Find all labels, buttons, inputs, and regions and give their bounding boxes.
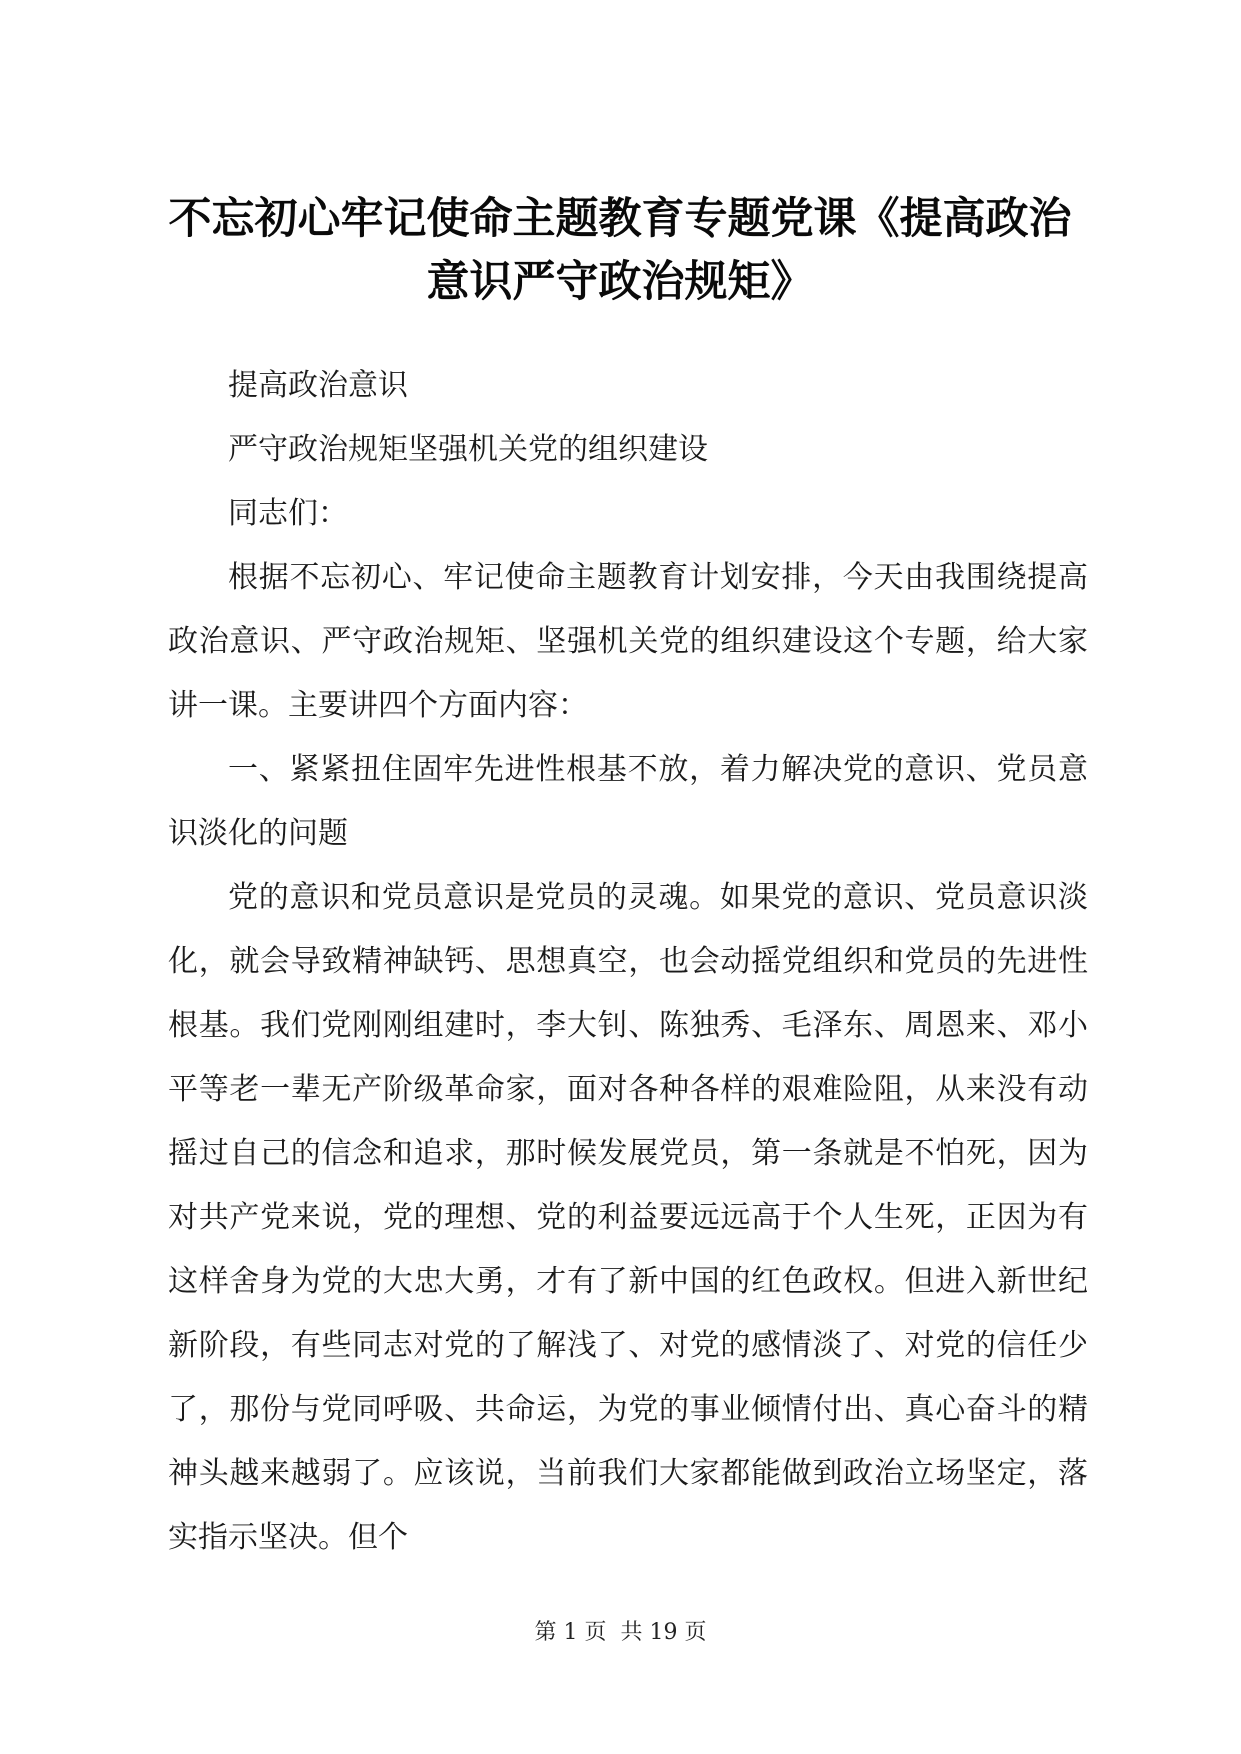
document-title: 不忘初心牢记使命主题教育专题党课《提高政治意识严守政治规矩》 <box>168 194 1072 307</box>
page-number-label: 第 1 页 共 19 页 <box>534 1620 707 1645</box>
document-body <box>168 354 1088 1570</box>
paragraph-subtitle-1: 提高政治意识 <box>228 368 408 403</box>
paragraph-salutation: 同志们： <box>228 496 348 531</box>
paragraph-subtitle-2: 严守政治规矩坚强机关党的组织建设 <box>228 432 708 467</box>
paragraph-section-body-1: 党的意识和党员意识是党员的灵魂。如果党的意识、党员意识淡化，就会导致精神缺钙、思想真空，也会动摇党组织和党员的先进性根基。我们党刚刚组建时，李大钊、陈独秀、毛泽东、周恩来、邓小平等老一辈无产阶级革命家，面对各种各样的艰难险阻，从来没有动摇过自己的信念和追求，那时候发展党员，第一条就是不怕死，因为对共产党来说，党的理想、党的利益要远远高于个人生死，正因为有这样舍身为党的大忠大勇，才有了新中国的红色政权。但进入新世纪新阶段，有些同志对党的了解浅了、对党的感情淡了、对党的信任少了，那份与党同呼吸、共命运，为党的事业倾情付出、真心奋斗的精神头越来越弱了。应该说，当前我们大家都能做到政治立场坚定，落实指示坚决。但个 <box>168 880 1088 1555</box>
paragraph-intro: 根据不忘初心、牢记使命主题教育计划安排，今天由我围绕提高政治意识、严守政治规矩、坚强机关党的组织建设这个专题，给大家讲一课。主要讲四个方面内容： <box>168 560 1088 723</box>
page-footer <box>0 1618 1241 1648</box>
paragraph-section-heading-1: 一、紧紧扭住固牢先进性根基不放，着力解决党的意识、党员意识淡化的问题 <box>168 752 1088 851</box>
